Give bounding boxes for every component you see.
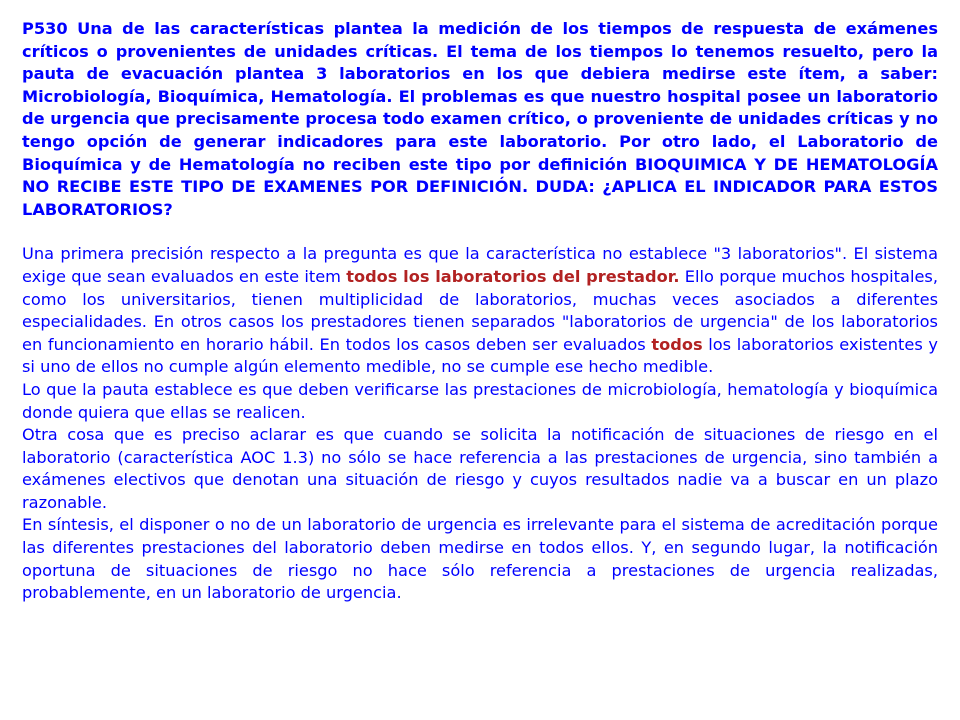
- answer-paragraph-1: [22, 243, 938, 379]
- document-page: [22, 18, 938, 605]
- question-paragraph: [22, 18, 938, 221]
- answer-p1-text-e: los laboratorios existentes y si uno de ellos no cumple algún elemento medible, no se cumple ese hecho medible.: [22, 334, 938, 377]
- answer-p3-text: Otra cosa que es preciso aclarar es que cuando se solicita la notificación de situaciones de riesgo en el laboratorio (característica AOC 1.3) no sólo se hace referencia a las prestaciones de urgencia, sino también a exámenes electivos que denotan una situación de riesgo y cuyos resultados nadie va a buscar en un plazo razonable.: [22, 425, 938, 512]
- answer-paragraph-2: [22, 379, 938, 424]
- answer-p1-text-c: Ello porque muchos hospitales, como los universitarios, tienen multiplicidad de laboratorios, muchas veces asociados a diferentes especialidades. En otros casos los prestadores tienen separados "laboratorios de urgencia" de los laboratorios en funcionamiento en horario hábil. En todos los casos deben ser evaluados: [22, 266, 938, 354]
- answer-p1-highlight-all-labs: todos los laboratorios del prestador.: [346, 266, 680, 286]
- answer-p1-text-a: Una primera precisión respecto a la pregunta es que la característica no establece "3 laboratorios". El sistema exige que sean evaluados en este item: [22, 244, 938, 286]
- answer-paragraph-3: [22, 424, 938, 514]
- answer-p1-highlight-todos: todos: [651, 334, 703, 354]
- question-text: P530 Una de las características plantea la medición de los tiempos de respuesta de exámenes críticos o provenientes de unidades críticas. El tema de los tiempos lo tenemos resuelto, pero la pauta de evacuación plantea 3 laboratorios en los que debiera medirse este ítem, a saber: Microbiología, Bioquímica, Hematología. El problemas es que nuestro hospital posee un laboratorio de urgencia que precisamente procesa todo examen crítico, o proveniente de unidades críticas y no tengo opción de generar indicadores para este laboratorio. Por otro lado, el Laboratorio de Bioquímica y de Hematología no reciben este tipo por definición BIOQUIMICA Y DE HEMATOLOGÍA NO RECIBE ESTE TIPO DE EXAMENES POR DEFINICIÓN. DUDA: ¿APLICA EL INDICADOR PARA ESTOS LABORATORIOS?: [22, 19, 938, 219]
- answer-paragraph-4: [22, 514, 938, 604]
- answer-p4-text: En síntesis, el disponer o no de un laboratorio de urgencia es irrelevante para el sistema de acreditación porque las diferentes prestaciones del laboratorio deben medirse en todos ellos. Y, en segundo lugar, la notificación oportuna de situaciones de riesgo no hace sólo referencia a prestaciones de urgencia realizadas, probablemente, en un laboratorio de urgencia.: [22, 515, 938, 603]
- answer-p2-text: Lo que la pauta establece es que deben verificarse las prestaciones de microbiología, hematología y bioquímica donde quiera que ellas se realicen.: [22, 379, 938, 422]
